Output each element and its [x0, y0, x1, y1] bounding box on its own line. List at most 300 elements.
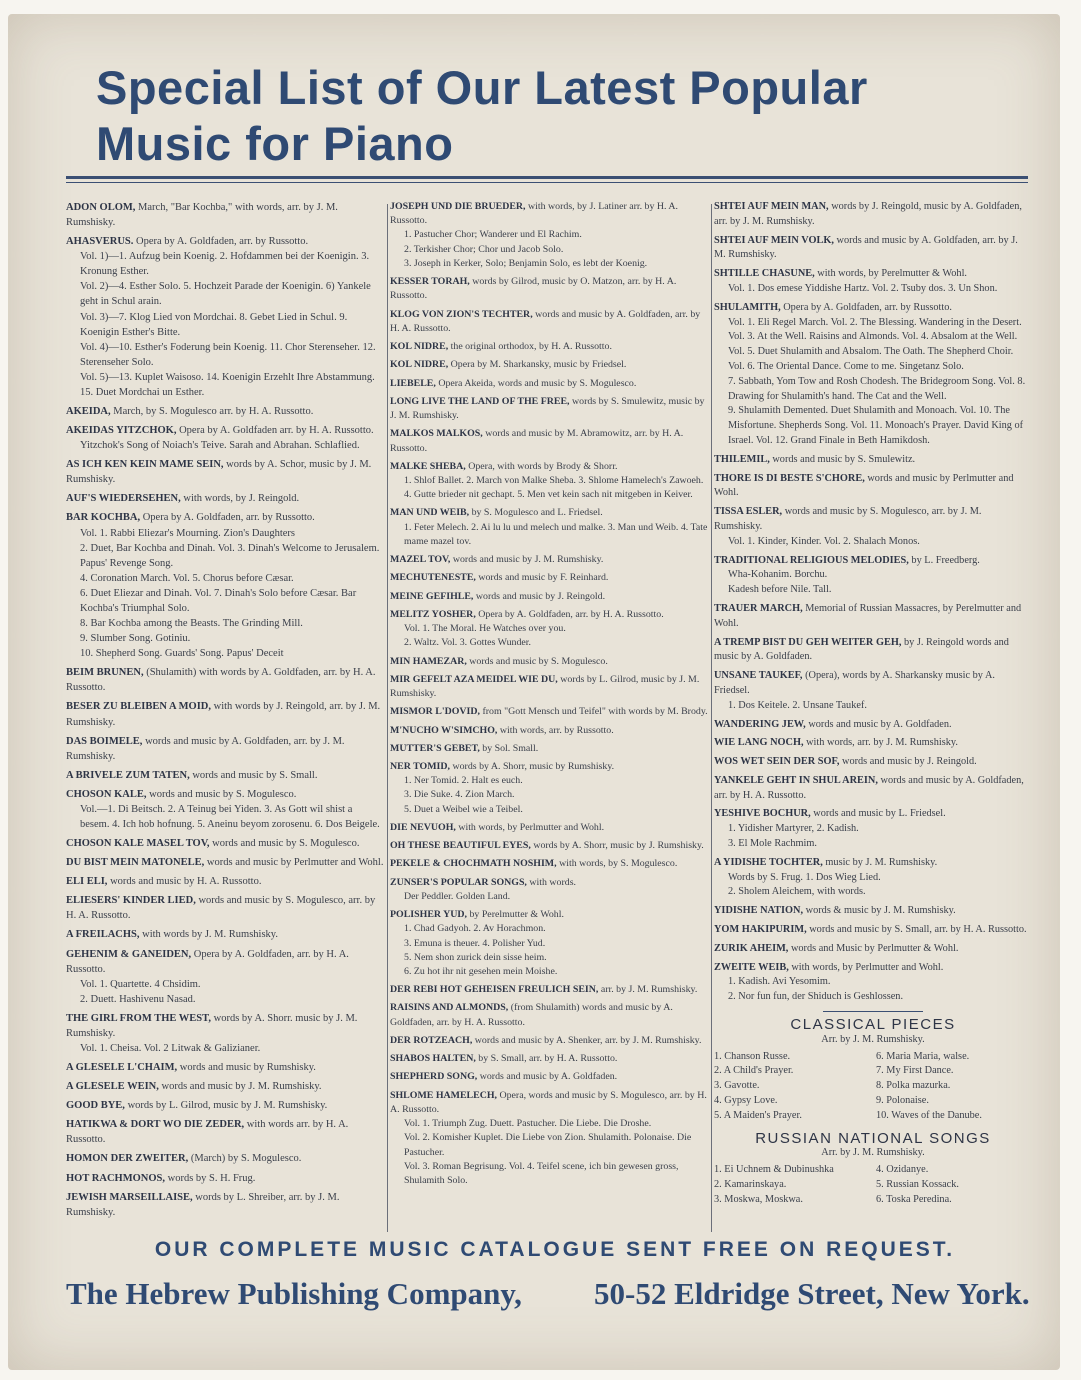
entry-sub-item: 2. Terkisher Chor; Chor und Jacob Solo.	[404, 243, 564, 255]
entry-title: DU BIST MEIN MATONELE,	[66, 857, 205, 869]
entry-sub-item: 7. Sabbath, Yom Tow and Rosh Chodesh. The Bridegroom Song. Vol. 8. Drawing for Shulamith's hand. The Cat and the Well.	[728, 375, 1026, 402]
entry-sub-item: Vol. 3. Roman Begrisung. Vol. 4. Teifel scene, ich bin gewesen gross, Shulamith Solo.	[404, 1160, 679, 1187]
entry-title: MIN HAMEZAR,	[390, 655, 467, 667]
column-1	[66, 200, 384, 1224]
entry-title: OH THESE BEAUTIFUL EYES,	[390, 840, 531, 852]
catalog-entry	[714, 807, 1032, 851]
entry-title: BESER ZU BLEIBEN A MOID,	[66, 701, 212, 713]
catalog-entry	[66, 768, 384, 783]
entry-description: by S. Mogulesco and L. Friedsel.	[471, 507, 603, 519]
entry-sub-item: 8. Bar Kochba among the Beasts. The Grinding Mill.	[80, 618, 303, 630]
entry-title: HATIKWA & DORT WO DIE ZEDER,	[66, 1119, 245, 1131]
entry-title: A GLESELE L'CHAIM,	[66, 1062, 178, 1074]
entry-title: ZWEITE WEIB,	[714, 961, 789, 973]
catalog-entry	[714, 636, 1032, 666]
catalog-entry	[390, 742, 708, 756]
entry-title: MUTTER'S GEBET,	[390, 742, 480, 754]
entry-title: THILEMIL,	[714, 453, 770, 465]
entry-title: POLISHER YUD,	[390, 909, 467, 921]
catalog-entry	[714, 942, 1032, 957]
entry-description: music by J. M. Rumshisky.	[825, 856, 938, 868]
title-line-1: Special List of Our Latest Popular	[96, 61, 868, 114]
entry-description: words and music by J. Reingold.	[475, 590, 606, 602]
entry-title: YIDISHE NATION,	[714, 905, 804, 917]
entry-description: words and music by S. Mogulesco.	[212, 838, 360, 850]
entry-sub-item: 5. Duet a Weibel wie a Teibel.	[404, 803, 523, 815]
entry-title: LIEBELE,	[390, 377, 436, 389]
catalog-entry	[390, 876, 708, 904]
entry-title: AKEIDAS YITZCHOK,	[66, 425, 177, 437]
catalog-entry	[390, 377, 708, 391]
catalog-entry	[66, 423, 384, 453]
entry-sub-item: 3. Joseph in Kerker, Solo; Benjamin Solo, es lebt der Koenig.	[404, 257, 648, 269]
entry-description: words and music by S. Small, arr. by H. A. Russotto.	[809, 924, 1027, 936]
entry-title: SHTILLE CHASUNE,	[714, 268, 815, 280]
catalog-entry	[714, 669, 1032, 713]
entry-title: YOM HAKIPURIM,	[714, 924, 807, 936]
classical-item: 3. Gavotte.	[714, 1080, 760, 1092]
entry-description: (Opera), words by A. Sharkansky music by A. Friedsel.	[714, 670, 995, 696]
russian-songs-list	[714, 1163, 1032, 1207]
entry-description: words and music by S. Mogulesco.	[149, 788, 297, 800]
catalog-entry	[390, 1034, 708, 1048]
catalog-entry	[66, 855, 384, 870]
entry-sub-item: Vol. 5)—13. Kuplet Waisoso. 14. Koenigin Erzehlt Ihre Abstammung. 15. Duet Mordchai un Esther.	[80, 371, 375, 398]
catalog-entry	[390, 983, 708, 997]
catalog-entry	[390, 908, 708, 979]
entry-description: words and music by S. Mogulesco, arr. by H. A. Russotto.	[66, 895, 376, 922]
entry-description: Opera by M. Sharkansky, music by Friedsel.	[450, 359, 627, 371]
entry-sub-item: Vol. 1. Quartette. 4 Chsidim.	[80, 978, 201, 990]
catalog-entry	[66, 893, 384, 923]
entry-description: with words, by Perelmutter & Wohl.	[817, 268, 967, 280]
entry-sub-item: 6. Zu hot ihr nit gesehen mein Moishe.	[404, 966, 558, 978]
entry-title: SHTEI AUF MEIN VOLK,	[714, 234, 834, 246]
entry-title: WANDERING JEW,	[714, 718, 806, 730]
column-3-entries	[714, 200, 1032, 1005]
entry-title: KOL NIDRE,	[390, 359, 449, 371]
catalog-entry	[66, 1171, 384, 1186]
catalog-entry	[66, 1117, 384, 1147]
entry-sub-item: Vol.—1. Di Beitsch. 2. A Teinug bei Yiden. 3. As Gott wil shist a besem. 4. Ich hob hofnung. 5. Aneinu beyom zorosenu. 6. Dos Beigele.	[80, 803, 380, 830]
catalog-entry	[390, 395, 708, 423]
entry-sub-item: 2. Waltz. Vol. 3. Gottes Wunder.	[404, 637, 531, 649]
entry-description: words and music by J. M. Rumshisky.	[452, 554, 604, 566]
entry-sub-item: Vol. 1. Dos emese Yiddishe Hartz. Vol. 2. Tsuby dos. 3. Un Shon.	[728, 282, 998, 294]
catalog-entry	[66, 734, 384, 764]
catalog-entry	[390, 506, 708, 549]
entry-title: TRADITIONAL RELIGIOUS MELODIES,	[714, 554, 909, 566]
catalog-entry	[390, 571, 708, 585]
catalog-entry	[714, 200, 1032, 230]
entry-description: words and music by Rumshisky.	[179, 1062, 316, 1074]
entry-title: A FREILACHS,	[66, 929, 140, 941]
entry-title: KESSER TORAH,	[390, 276, 470, 288]
entry-description: Opera Akeida, words and music by S. Mogulesco.	[438, 377, 637, 389]
entry-title: JEWISH MARSEILLAISE,	[66, 1191, 193, 1203]
classical-item: 9. Polonaise.	[876, 1095, 929, 1107]
catalog-entry	[390, 427, 708, 455]
entry-title: ELIESERS' KINDER LIED,	[66, 895, 196, 907]
entry-description: words and music by S. Mogulesco.	[469, 655, 608, 667]
entry-description: with words by J. Reingold, arr. by J. M. Rumshisky.	[66, 701, 381, 728]
catalog-entry	[390, 1089, 708, 1189]
entry-sub-item: 9. Shulamith Demented. Duet Shulamith and Monoach. Vol. 10. The Misfortune. Shepherds Song. Vol. 11. Monoach's Prayer. David King of Israel. Vol. 12. Grand Finale in Beth Hamikdosh.	[728, 405, 1024, 446]
entry-description: Opera by A. Goldfaden, arr. by H. A. Russotto.	[478, 608, 664, 620]
catalog-entry	[390, 673, 708, 701]
column-divider	[711, 204, 712, 1232]
entry-title: ZUNSER'S POPULAR SONGS,	[390, 876, 527, 888]
entry-title: DIE NEVUOH,	[390, 821, 456, 833]
catalog-entry	[714, 856, 1032, 900]
entry-title: YESHIVE BOCHUR,	[714, 808, 811, 820]
catalog-entry	[714, 718, 1032, 733]
classical-item: 10. Waves of the Danube.	[876, 1109, 982, 1121]
catalog-entry	[390, 857, 708, 871]
catalog-entry	[390, 1001, 708, 1029]
entry-description: words by S. H. Frug.	[167, 1172, 256, 1184]
entry-sub-item: Vol. 3)—7. Klog Lied von Mordchai. 8. Gebet Lied in Schul. 9. Koenigin Esther's Bitte.	[80, 311, 348, 338]
catalog-entry	[390, 839, 708, 853]
russian-item: 1. Ei Uchnem & Dubinushka	[714, 1164, 834, 1176]
catalog-entry	[390, 460, 708, 503]
entry-description: Opera, with words by Brody & Shorr.	[468, 460, 618, 472]
russian-songs-arranger: Arr. by J. M. Rumshisky.	[821, 1147, 925, 1159]
entry-title: DER REBI HOT GEHEISEN FREULICH SEIN,	[390, 984, 599, 996]
entry-title: AHASVERUS.	[66, 236, 134, 248]
entry-description: Opera by A. Goldfaden arr. by H. A. Russotto.	[179, 425, 374, 437]
catalog-entry	[714, 961, 1032, 1005]
classical-item: 1. Chanson Russe.	[714, 1050, 791, 1062]
entry-description: with words, by S. Mogulesco.	[559, 858, 678, 870]
catalog-entry	[390, 655, 708, 669]
catalog-entry	[66, 234, 384, 400]
entry-title: UNSANE TAUKEF,	[714, 670, 803, 682]
catalog-entry	[66, 1151, 384, 1166]
entry-description: words and music by Perlmutter and Wohl.	[206, 857, 384, 869]
entry-title: GOOD BYE,	[66, 1100, 125, 1112]
catalog-entry	[66, 699, 384, 729]
catalog-entry	[714, 472, 1032, 502]
entry-title: WIE LANG NOCH,	[714, 737, 804, 749]
entry-sub-item: 2. Duett. Hashivenu Nasad.	[80, 993, 196, 1005]
entry-sub-item: 2. Sholem Aleichem, with words.	[728, 886, 866, 898]
catalog-entry	[714, 453, 1032, 468]
entry-description: with words, by J. Latiner arr. by H. A. Russotto.	[390, 201, 679, 227]
publisher-address: 50-52 Eldridge Street, New York.	[594, 1276, 1030, 1311]
entry-sub-item: 6. Duet Eliezar and Dinah. Vol. 7. Dinah's Solo before Cæsar. Bar Kochba's Triumphal Solo.	[80, 587, 357, 614]
catalog-entry	[390, 1070, 708, 1084]
entry-description: with words by J. M. Rumshisky.	[142, 929, 278, 941]
entry-description: with words, arr. by Russotto.	[499, 724, 614, 736]
classical-pieces-heading: CLASSICAL PIECES	[790, 1016, 956, 1034]
entry-description: (from Shulamith) words and music by A. Goldfaden, arr. by H. A. Russotto.	[390, 1002, 673, 1028]
entry-sub-item: Vol. 1. Triumph Zug. Duett. Pastucher. Die Liebe. Die Droshe.	[404, 1118, 652, 1130]
entry-description: with words.	[529, 876, 577, 888]
entry-title: JOSEPH UND DIE BRUEDER,	[390, 201, 526, 212]
entry-title: KLOG VON ZION'S TECHTER,	[390, 308, 533, 320]
title-rule-thin	[66, 182, 1028, 183]
entry-title: ELI ELI,	[66, 876, 108, 888]
entry-description: words and music by A. Goldfaden, arr. by J. M. Rumshisky.	[66, 735, 345, 762]
entry-sub-item: 1. Yidisher Martyrer, 2. Kadish.	[728, 823, 859, 835]
catalog-entry	[390, 821, 708, 835]
entry-title: MECHUTENESTE,	[390, 572, 476, 584]
entry-description: words and music by J. M. Rumshisky.	[161, 1081, 322, 1093]
catalog-entry	[714, 736, 1032, 751]
entry-title: MALKOS MALKOS,	[390, 428, 483, 440]
entry-sub-item: Vol. 1. Rabbi Eliezar's Mourning. Zion's Daughters	[80, 527, 296, 539]
russian-item: 5. Russian Kossack.	[876, 1179, 959, 1191]
entry-description: words and music by M. Abramowitz, arr. by H. A. Russotto.	[390, 428, 684, 454]
entry-sub-item: 3. El Mole Rachmim.	[728, 838, 817, 850]
entry-sub-item: 1. Dos Keitele. 2. Unsane Taukef.	[728, 699, 867, 711]
entry-title: ZURIK AHEIM,	[714, 942, 789, 954]
entry-description: words and music by A. Goldfaden, arr. by H. A. Russotto.	[714, 774, 1024, 801]
catalog-entry	[714, 234, 1032, 264]
column-divider	[387, 204, 388, 1232]
entry-sub-item: Vol. 1. Eli Regel March. Vol. 2. The Blessing. Wandering in the Desert. Vol. 3. At the Well. Raisins and Almonds. Vol. 4. Absalom at the Well. Vol. 5. Duet Shulamith and Absalom. The Oath. The Shepherd Choir. Vol. 6. The Oriental Dance. Come to me. Singetanz Solo.	[728, 316, 1022, 372]
entry-description: from "Gott Mensch und Teifel" with words by M. Brody.	[482, 706, 708, 718]
catalog-entry	[390, 275, 708, 303]
entry-description: words & music by J. M. Rumshisky.	[805, 905, 956, 917]
entry-title: THE GIRL FROM THE WEST,	[66, 1012, 211, 1024]
catalog-entry	[66, 510, 384, 661]
catalog-entry	[714, 554, 1032, 598]
entry-title: LONG LIVE THE LAND OF THE FREE,	[390, 395, 570, 407]
entry-title: MALKE SHEBA,	[390, 460, 466, 472]
entry-description: March, "Bar Kochba," with words, arr. by J. M. Rumshisky.	[66, 202, 338, 229]
catalog-entry	[66, 665, 384, 695]
entry-title: AUF'S WIEDERSEHEN,	[66, 493, 181, 505]
entry-sub-item: Kadesh before Nile. Tall.	[728, 584, 832, 596]
entry-description: words by Gilrod, music by O. Matzon, arr. by H. A. Russotto.	[390, 276, 677, 302]
entry-title: BAR KOCHBA,	[66, 512, 141, 524]
entry-sub-item: 1. Shlof Ballet. 2. March von Malke Sheba. 3. Shlome Hamelech's Zawoeh. 4. Gutte brieder nit gechapt. 5. Men vet kein sach nit mitgeben in Keiver.	[404, 474, 704, 501]
entry-sub-item: Vol. 1. Kinder, Kinder. Vol. 2. Shalach Monos.	[728, 535, 920, 547]
entry-description: with words, by Perlmutter and Wohl.	[791, 961, 944, 973]
entry-description: (Shulamith) with words by A. Goldfaden, arr. by H. A. Russotto.	[66, 667, 376, 694]
entry-description: words and music by S. Smulewitz.	[772, 453, 916, 465]
entry-title: MISMOR L'DOVID,	[390, 706, 480, 718]
classical-item: 4. Gypsy Love.	[714, 1095, 778, 1107]
entry-title: A TREMP BIST DU GEH WEITER GEH,	[714, 636, 902, 648]
catalog-entry	[390, 358, 708, 372]
entry-title: GEHENIM & GANEIDEN,	[66, 948, 192, 960]
entry-sub-item: 2. Nor fun fun, der Shiduch is Geshlossen.	[728, 991, 904, 1003]
entry-title: CHOSON KALE MASEL TOV,	[66, 838, 210, 850]
entry-sub-item: 1. Pastucher Chor; Wanderer und El Rachim.	[404, 229, 582, 241]
entry-title: A YIDISHE TOCHTER,	[714, 856, 823, 868]
entry-sub-item: 1. Feter Melech. 2. Ai lu lu und melech und malke. 3. Man und Weib. 4. Tate mame mazel tov.	[404, 521, 708, 547]
classical-item: 5. A Maiden's Prayer.	[714, 1109, 802, 1121]
entry-sub-item: Vol. 1. The Moral. He Watches over you.	[404, 623, 566, 635]
entry-title: A BRIVELE ZUM TATEN,	[66, 769, 190, 781]
entry-title: AKEIDA,	[66, 406, 111, 418]
entry-title: NER TOMID,	[390, 760, 450, 772]
entry-sub-item: 9. Slumber Song. Gotiniu.	[80, 633, 191, 645]
entry-description: words and music by A. Shenker, arr. by J. M. Rumshisky.	[474, 1034, 702, 1046]
column-3	[714, 200, 1032, 1208]
entry-description: (March) by S. Mogulesco.	[190, 1153, 302, 1165]
entry-title: A GLESELE WEIN,	[66, 1081, 159, 1093]
entry-sub-item: Wha-Kohanim. Borchu.	[728, 569, 828, 581]
entry-title: AS ICH KEN KEIN MAME SEIN,	[66, 459, 224, 471]
classical-item: 8. Polka mazurka.	[876, 1080, 951, 1092]
entry-description: words and music by S. Mogulesco, arr. by J. M. Rumshisky.	[714, 506, 982, 532]
column-2	[390, 200, 708, 1192]
catalog-entry	[66, 1098, 384, 1113]
entry-description: words and music by S. Small.	[192, 769, 318, 781]
entry-description: words and music by A. Goldfaden, arr. by H. A. Russotto.	[390, 308, 701, 334]
classical-item: 2. A Child's Prayer.	[714, 1065, 794, 1077]
entry-title: KOL NIDRE,	[390, 341, 449, 353]
entry-description: words by A. Shorr, music by J. Rumshisky.	[533, 840, 704, 852]
entry-description: the original orthodox, by H. A. Russotto.	[450, 341, 612, 353]
russian-item: 3. Moskwa, Moskwa.	[714, 1193, 803, 1205]
entry-title: WOS WET SEIN DER SOF,	[714, 756, 840, 768]
entry-sub-item: 5. Nem shon zurick dein sisse heim.	[404, 951, 547, 963]
catalog-entry	[390, 590, 708, 604]
entry-description: words and Music by Perlmutter & Wohl.	[790, 942, 959, 954]
entry-title: TISSA ESLER,	[714, 506, 783, 518]
entry-title: HOMON DER ZWEITER,	[66, 1153, 189, 1165]
entry-description: words by A. Shorr, music by Rumshisky.	[452, 760, 615, 772]
entry-description: words and music by A. Goldfaden.	[479, 1071, 618, 1083]
catalog-entry	[66, 1060, 384, 1075]
entry-title: MAN UND WEIB,	[390, 507, 470, 519]
entry-sub-item: 2. Duet, Bar Kochba and Dinah. Vol. 3. Dinah's Welcome to Jerusalem. Papus' Revenge Song.	[80, 542, 380, 569]
russian-item: 4. Ozidanye.	[876, 1164, 929, 1176]
catalog-entry	[714, 904, 1032, 919]
entry-description: Opera, words and music by S. Mogulesco, arr. by H. A. Russotto.	[390, 1089, 707, 1115]
entry-description: words and music by Perlmutter and Wohl.	[714, 472, 1014, 499]
publisher-name: The Hebrew Publishing Company,	[66, 1276, 522, 1311]
entry-description: Opera by A. Goldfaden, arr. by H. A. Russotto.	[66, 948, 349, 975]
catalog-entry	[714, 505, 1032, 549]
catalog-entry	[66, 491, 384, 506]
catalog-entry	[390, 608, 708, 651]
catalog-entry	[66, 457, 384, 487]
catalog-entry	[66, 200, 384, 230]
catalog-entry	[714, 755, 1032, 770]
catalog-entry	[390, 705, 708, 719]
catalog-entry	[390, 200, 708, 271]
entry-sub-item: 10. Shepherd Song. Guards' Song. Papus' Deceit	[80, 648, 284, 660]
entry-description: by L. Freedberg.	[911, 554, 980, 566]
entry-description: words by L. Gilrod, music by J. M. Rumshisky.	[127, 1100, 328, 1112]
page-title	[96, 60, 1026, 172]
entry-title: SHEPHERD SONG,	[390, 1071, 478, 1083]
catalog-entry	[390, 724, 708, 738]
entry-title: MEINE GEFIHLE,	[390, 590, 474, 602]
catalog-entry	[390, 553, 708, 567]
entry-description: words and music by L. Friedsel.	[813, 808, 946, 820]
entry-description: words by A. Schor, music by J. M. Rumshisky.	[66, 459, 372, 486]
entry-sub-item: Vol. 1. Cheisa. Vol. 2 Litwak & Galizianer.	[80, 1042, 261, 1054]
entry-title: DAS BOIMELE,	[66, 735, 143, 747]
catalog-entry	[66, 947, 384, 1007]
classical-pieces-list	[714, 1050, 1032, 1124]
entry-sub-item: 4. Coronation March. Vol. 5. Chorus before Cæsar.	[80, 572, 294, 584]
classical-pieces-arranger: Arr. by J. M. Rumshisky.	[821, 1033, 925, 1045]
entry-sub-item: 1. Chad Gadyoh. 2. Av Horachmon.	[404, 923, 546, 935]
entry-title: MIR GEFELT AZA MEIDEL WIE DU,	[390, 673, 558, 685]
entry-title: MELITZ YOSHER,	[390, 608, 476, 620]
entry-description: words and music by A. Goldfaden.	[808, 718, 952, 730]
catalog-entry	[714, 923, 1032, 938]
catalogue-notice: OUR COMPLETE MUSIC CATALOGUE SENT FREE ON REQUEST.	[154, 1238, 956, 1261]
catalog-entry	[66, 927, 384, 942]
entry-title: BEIM BRUNEN,	[66, 667, 144, 679]
catalog-entry	[714, 774, 1032, 804]
catalog-entry	[714, 267, 1032, 297]
catalog-entry	[66, 874, 384, 889]
catalog-entry	[66, 836, 384, 851]
entry-title: SHTEI AUF MEIN MAN,	[714, 201, 829, 212]
entry-description: with words, by J. Reingold.	[183, 493, 300, 505]
catalog-entry	[390, 340, 708, 354]
catalog-entry	[714, 301, 1032, 449]
entry-sub-item: 3. Die Suke. 4. Zion March.	[404, 789, 515, 801]
entry-description: March, by S. Mogulesco arr. by H. A. Russotto.	[113, 406, 314, 418]
entry-title: CHOSON KALE,	[66, 788, 147, 800]
entry-description: words and music by F. Reinhard.	[478, 572, 609, 584]
entry-sub-item: Vol. 2)—4. Esther Solo. 5. Hochzeit Parade der Koenigin. 6) Yankele geht in Schul arain.	[80, 281, 371, 308]
entry-description: by J. Reingold words and music by A. Goldfaden.	[714, 636, 1009, 663]
entry-description: words and music by H. A. Russotto.	[110, 876, 262, 888]
entry-sub-item: 3. Emuna is theuer. 4. Polisher Yud.	[404, 937, 546, 949]
entry-description: words and music by A. Goldfaden, arr. by J. M. Rumshisky.	[714, 234, 1018, 261]
entry-sub-item: 1. Ner Tomid. 2. Halt es euch.	[404, 775, 523, 787]
entry-description: by Perelmutter & Wohl.	[469, 909, 564, 921]
entry-description: words by J. Reingold, music by A. Goldfaden, arr. by J. M. Rumshisky.	[714, 201, 1022, 227]
entry-sub-item: Der Peddler. Golden Land.	[404, 890, 511, 902]
entry-description: words by S. Smulewitz, music by J. M. Rumshisky.	[390, 395, 705, 422]
entry-title: ADON OLOM,	[66, 202, 136, 213]
entry-sub-item: Vol. 1)—1. Aufzug bein Koenig. 2. Hofdammen bei der Koenigin. 3. Kronung Esther.	[80, 251, 370, 278]
entry-title: DER ROTZEACH,	[390, 1034, 473, 1046]
entry-description: with words arr. by H. A. Russotto.	[66, 1119, 349, 1146]
entry-sub-item: Yitzchok's Song of Noiach's Teive. Sarah and Abrahan. Schlaflied.	[80, 440, 360, 452]
title-rule	[66, 176, 1028, 179]
entry-description: Memorial of Russian Massacres, by Perelmutter and Wohl.	[714, 602, 1022, 629]
classical-item: 7. My First Dance.	[876, 1065, 954, 1077]
entry-sub-item: Vol. 2. Komisher Kuplet. Die Liebe von Zion. Shulamith. Polonaise. Die Pastucher.	[404, 1132, 692, 1158]
entry-title: MAZEL TOV,	[390, 554, 451, 566]
catalog-entry	[390, 760, 708, 817]
entry-sub-item: Words by S. Frug. 1. Dos Wieg Lied.	[728, 871, 881, 883]
catalog-entry	[66, 787, 384, 832]
entry-description: Opera by A. Goldfaden, arr. by Russotto.	[783, 301, 952, 313]
entry-description: with words, by Perlmutter and Wohl.	[458, 821, 605, 833]
catalog-entry	[66, 404, 384, 419]
catalog-entry	[714, 602, 1032, 632]
entry-title: HOT RACHMONOS,	[66, 1172, 165, 1184]
russian-songs-heading: RUSSIAN NATIONAL SONGS	[755, 1129, 991, 1147]
entry-sub-item: Vol. 4)—10. Esther's Foderung bein Koenig. 11. Chor Sterenseher. 12. Sterenseher Solo.	[80, 341, 376, 368]
russian-item: 6. Toska Peredina.	[876, 1193, 952, 1205]
entry-title: THORE IS DI BESTE S'CHORE,	[714, 472, 865, 484]
catalog-entry	[66, 1190, 384, 1220]
entry-title: M'NUCHO W'SIMCHO,	[390, 724, 498, 736]
entry-title: SHULAMITH,	[714, 301, 781, 313]
entry-description: words by L. Shreiber, arr. by J. M. Rumshisky.	[66, 1191, 340, 1218]
entry-description: arr. by J. M. Rumshisky.	[600, 984, 698, 996]
classical-item: 6. Maria Maria, walse.	[876, 1050, 970, 1062]
catalog-entry	[390, 1052, 708, 1066]
catalog-entry	[66, 1079, 384, 1094]
